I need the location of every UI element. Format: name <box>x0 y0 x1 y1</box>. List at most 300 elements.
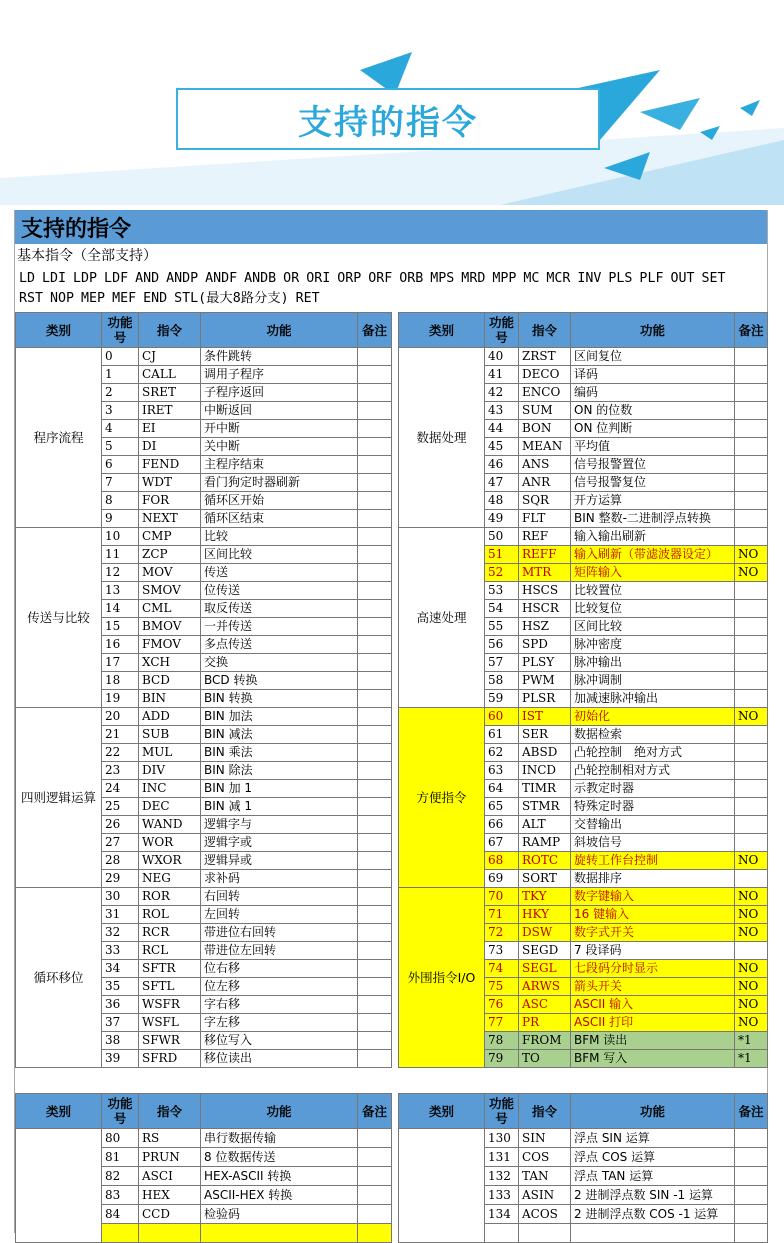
function-number-cell: 58 <box>485 672 519 690</box>
function-number-cell: 40 <box>485 348 519 366</box>
table-row <box>399 528 768 546</box>
note-cell <box>358 492 392 510</box>
function-cell: 逻辑异或 <box>201 852 358 870</box>
instruction-cell: WOR <box>139 834 201 852</box>
function-cell: 8 位数据传送 <box>201 1148 358 1167</box>
table-row <box>399 1129 768 1148</box>
function-cell: 加减速脉冲输出 <box>571 690 735 708</box>
note-cell <box>358 366 392 384</box>
function-number-cell <box>485 1224 519 1243</box>
instruction-cell: ACOS <box>519 1205 571 1224</box>
note-cell <box>735 1148 768 1167</box>
function-number-cell: 65 <box>485 798 519 816</box>
banner-title-box <box>176 88 600 150</box>
header-instruction: 指令 <box>519 313 571 348</box>
category-cell: 循环移位 <box>16 888 102 1068</box>
function-number-cell: 21 <box>102 726 139 744</box>
table-row <box>16 888 392 906</box>
note-cell <box>358 996 392 1014</box>
header-instruction: 指令 <box>139 1094 201 1129</box>
function-cell: BIN 减法 <box>201 726 358 744</box>
note-cell <box>358 402 392 420</box>
function-number-cell: 51 <box>485 546 519 564</box>
function-cell: 位左移 <box>201 978 358 996</box>
function-cell: 七段码分时显示 <box>571 960 735 978</box>
instruction-cell: TO <box>519 1050 571 1068</box>
function-number-cell: 70 <box>485 888 519 906</box>
function-cell: 示教定时器 <box>571 780 735 798</box>
function-cell: 循环区结束 <box>201 510 358 528</box>
category-cell: 传送与比较 <box>16 528 102 708</box>
header-function: 功能 <box>571 313 735 348</box>
function-number-cell: 67 <box>485 834 519 852</box>
instruction-cell: DSW <box>519 924 571 942</box>
function-number-cell: 55 <box>485 618 519 636</box>
instruction-cell: IRET <box>139 402 201 420</box>
function-cell: 一并传送 <box>201 618 358 636</box>
function-number-cell: 31 <box>102 906 139 924</box>
function-cell: 浮点 COS 运算 <box>571 1148 735 1167</box>
function-number-cell: 132 <box>485 1167 519 1186</box>
header-category: 类别 <box>399 1094 485 1129</box>
function-number-cell: 32 <box>102 924 139 942</box>
instruction-cell: DECO <box>519 366 571 384</box>
instruction-cell: BIN <box>139 690 201 708</box>
function-number-cell: 56 <box>485 636 519 654</box>
function-cell: 循环区开始 <box>201 492 358 510</box>
instruction-cell: ROR <box>139 888 201 906</box>
function-cell: 开方运算 <box>571 492 735 510</box>
note-cell <box>358 1148 392 1167</box>
instruction-cell: REF <box>519 528 571 546</box>
instruction-cell: MUL <box>139 744 201 762</box>
instruction-cell: BMOV <box>139 618 201 636</box>
function-cell: 信号报警置位 <box>571 456 735 474</box>
instruction-cell: COS <box>519 1148 571 1167</box>
category-cell: 数据处理 <box>399 348 485 528</box>
instruction-cell: SUB <box>139 726 201 744</box>
instruction-cell: FEND <box>139 456 201 474</box>
header-function: 功能 <box>201 1094 358 1129</box>
function-cell: 数据检索 <box>571 726 735 744</box>
instruction-cell: ZCP <box>139 546 201 564</box>
note-cell: NO <box>735 978 768 996</box>
function-number-cell: 18 <box>102 672 139 690</box>
function-number-cell: 44 <box>485 420 519 438</box>
function-cell: 斜坡信号 <box>571 834 735 852</box>
function-cell: BFM 写入 <box>571 1050 735 1068</box>
note-cell <box>735 816 768 834</box>
note-cell <box>358 726 392 744</box>
note-cell: NO <box>735 906 768 924</box>
instruction-cell: SEGL <box>519 960 571 978</box>
function-number-cell: 75 <box>485 978 519 996</box>
function-number-cell: 30 <box>102 888 139 906</box>
instruction-cell: DEC <box>139 798 201 816</box>
instruction-cell: NEXT <box>139 510 201 528</box>
function-number-cell: 16 <box>102 636 139 654</box>
instruction-cell: HSCR <box>519 600 571 618</box>
note-cell <box>358 816 392 834</box>
instruction-cell: PLSR <box>519 690 571 708</box>
instruction-cell: WDT <box>139 474 201 492</box>
function-number-cell: 52 <box>485 564 519 582</box>
instruction-cell: SEGD <box>519 942 571 960</box>
note-cell <box>358 690 392 708</box>
function-number-cell: 28 <box>102 852 139 870</box>
function-cell: 编码 <box>571 384 735 402</box>
note-cell <box>735 834 768 852</box>
function-cell: 带进位左回转 <box>201 942 358 960</box>
function-cell: BIN 整数-二进制浮点转换 <box>571 510 735 528</box>
function-number-cell: 33 <box>102 942 139 960</box>
table-row <box>16 708 392 726</box>
instruction-cell: FLT <box>519 510 571 528</box>
header-category: 类别 <box>16 1094 102 1129</box>
function-number-cell: 17 <box>102 654 139 672</box>
note-cell <box>358 1014 392 1032</box>
header-instruction: 指令 <box>519 1094 571 1129</box>
function-cell: 字左移 <box>201 1014 358 1032</box>
function-cell: ON 位判断 <box>571 420 735 438</box>
instruction-cell: CML <box>139 600 201 618</box>
instruction-cell: TKY <box>519 888 571 906</box>
function-number-cell: 13 <box>102 582 139 600</box>
function-cell: 比较置位 <box>571 582 735 600</box>
function-number-cell: 84 <box>102 1205 139 1224</box>
instruction-cell: EI <box>139 420 201 438</box>
function-number-cell: 79 <box>485 1050 519 1068</box>
function-number-cell: 49 <box>485 510 519 528</box>
instruction-cell: HSZ <box>519 618 571 636</box>
function-number-cell: 45 <box>485 438 519 456</box>
instruction-cell: WXOR <box>139 852 201 870</box>
category-cell: 程序流程 <box>16 348 102 528</box>
note-cell <box>358 1032 392 1050</box>
note-cell <box>358 600 392 618</box>
note-cell: NO <box>735 924 768 942</box>
function-cell: BIN 转换 <box>201 690 358 708</box>
function-number-cell: 53 <box>485 582 519 600</box>
note-cell <box>735 1129 768 1148</box>
table-left-2 <box>15 1093 392 1243</box>
instruction-cell: ANS <box>519 456 571 474</box>
function-number-cell: 130 <box>485 1129 519 1148</box>
function-number-cell: 38 <box>102 1032 139 1050</box>
instruction-cell: SMOV <box>139 582 201 600</box>
header-note: 备注 <box>735 313 768 348</box>
note-cell: *1 <box>735 1032 768 1050</box>
function-number-cell: 63 <box>485 762 519 780</box>
instruction-cell: FROM <box>519 1032 571 1050</box>
function-cell: 16 键输入 <box>571 906 735 924</box>
function-number-cell: 78 <box>485 1032 519 1050</box>
function-cell: BIN 加 1 <box>201 780 358 798</box>
function-cell: 2 进制浮点数 COS -1 运算 <box>571 1205 735 1224</box>
instruction-cell: SRET <box>139 384 201 402</box>
function-cell: 主程序结束 <box>201 456 358 474</box>
function-number-cell: 8 <box>102 492 139 510</box>
header-note: 备注 <box>358 313 392 348</box>
function-number-cell: 3 <box>102 402 139 420</box>
note-cell <box>358 960 392 978</box>
function-cell: 移位写入 <box>201 1032 358 1050</box>
function-cell: 右回转 <box>201 888 358 906</box>
instruction-cell: XCH <box>139 654 201 672</box>
note-cell <box>735 762 768 780</box>
function-cell: 求补码 <box>201 870 358 888</box>
function-number-cell: 15 <box>102 618 139 636</box>
function-cell: 条件跳转 <box>201 348 358 366</box>
function-number-cell: 37 <box>102 1014 139 1032</box>
function-number-cell: 7 <box>102 474 139 492</box>
function-cell: ON 的位数 <box>571 402 735 420</box>
header-note: 备注 <box>358 1094 392 1129</box>
header-function-number: 功能号 <box>102 313 139 348</box>
instruction-cell: DIV <box>139 762 201 780</box>
function-cell: 检验码 <box>201 1205 358 1224</box>
function-cell: BIN 除法 <box>201 762 358 780</box>
note-cell <box>358 870 392 888</box>
function-number-cell: 27 <box>102 834 139 852</box>
function-number-cell: 59 <box>485 690 519 708</box>
function-number-cell: 12 <box>102 564 139 582</box>
function-cell: 中断返回 <box>201 402 358 420</box>
instruction-cell: MEAN <box>519 438 571 456</box>
note-cell <box>358 744 392 762</box>
instruction-cell: REFF <box>519 546 571 564</box>
header-function: 功能 <box>201 313 358 348</box>
note-cell <box>358 510 392 528</box>
category-cell <box>399 1129 485 1243</box>
note-cell <box>358 1129 392 1148</box>
header-category: 类别 <box>399 313 485 348</box>
instruction-cell: BCD <box>139 672 201 690</box>
function-number-cell: 48 <box>485 492 519 510</box>
instruction-cell: TAN <box>519 1167 571 1186</box>
function-number-cell: 81 <box>102 1148 139 1167</box>
instruction-cell: SIN <box>519 1129 571 1148</box>
function-number-cell: 22 <box>102 744 139 762</box>
function-cell: 区间比较 <box>201 546 358 564</box>
note-cell <box>358 636 392 654</box>
table-header-row <box>399 1094 768 1129</box>
function-cell: 浮点 SIN 运算 <box>571 1129 735 1148</box>
instruction-cell: ZRST <box>519 348 571 366</box>
note-cell <box>358 474 392 492</box>
note-cell <box>358 978 392 996</box>
function-number-cell: 69 <box>485 870 519 888</box>
basic-heading: 基本指令（全部支持） <box>17 248 157 264</box>
basic-instructions <box>19 269 763 309</box>
function-cell: 关中断 <box>201 438 358 456</box>
function-number-cell <box>102 1224 139 1243</box>
note-cell <box>358 546 392 564</box>
function-number-cell: 42 <box>485 384 519 402</box>
note-cell <box>358 762 392 780</box>
function-cell: ASCII 输入 <box>571 996 735 1014</box>
instruction-cell: RS <box>139 1129 201 1148</box>
function-cell: 2 进制浮点数 SIN -1 运算 <box>571 1186 735 1205</box>
function-number-cell: 71 <box>485 906 519 924</box>
instruction-cell: PWM <box>519 672 571 690</box>
function-cell: 逻辑字或 <box>201 834 358 852</box>
function-cell: 译码 <box>571 366 735 384</box>
category-cell: 方便指令 <box>399 708 485 888</box>
function-cell: 移位读出 <box>201 1050 358 1068</box>
note-cell <box>735 582 768 600</box>
function-cell: 区间复位 <box>571 348 735 366</box>
instruction-cell: CMP <box>139 528 201 546</box>
note-cell <box>358 852 392 870</box>
note-cell <box>358 654 392 672</box>
table-header-row <box>16 1094 392 1129</box>
note-cell <box>735 492 768 510</box>
sheet-title: 支持的指令 <box>21 216 132 242</box>
instruction-cell: INC <box>139 780 201 798</box>
instruction-cell: PLSY <box>519 654 571 672</box>
function-number-cell: 25 <box>102 798 139 816</box>
note-cell <box>735 942 768 960</box>
instruction-cell: BON <box>519 420 571 438</box>
function-cell: 调用子程序 <box>201 366 358 384</box>
note-cell: NO <box>735 852 768 870</box>
instruction-cell: STMR <box>519 798 571 816</box>
note-cell <box>358 780 392 798</box>
instruction-cell: WSFR <box>139 996 201 1014</box>
function-cell: 左回转 <box>201 906 358 924</box>
table-right <box>398 312 768 1068</box>
instruction-cell: SORT <box>519 870 571 888</box>
note-cell <box>735 600 768 618</box>
function-cell: 比较复位 <box>571 600 735 618</box>
function-number-cell: 26 <box>102 816 139 834</box>
function-cell: 信号报警复位 <box>571 474 735 492</box>
function-cell: 交换 <box>201 654 358 672</box>
function-cell: 开中断 <box>201 420 358 438</box>
banner <box>0 0 784 205</box>
note-cell <box>358 708 392 726</box>
header-function: 功能 <box>571 1094 735 1129</box>
instruction-cell: ASC <box>519 996 571 1014</box>
instruction-cell: HSCS <box>519 582 571 600</box>
function-number-cell: 131 <box>485 1148 519 1167</box>
note-cell <box>358 798 392 816</box>
function-cell <box>571 1224 735 1243</box>
note-cell <box>735 384 768 402</box>
function-number-cell: 77 <box>485 1014 519 1032</box>
instruction-cell: MOV <box>139 564 201 582</box>
instruction-cell: SER <box>519 726 571 744</box>
note-cell <box>735 474 768 492</box>
function-cell: 数字键输入 <box>571 888 735 906</box>
function-number-cell: 57 <box>485 654 519 672</box>
function-cell: 带进位右回转 <box>201 924 358 942</box>
function-cell: 交替输出 <box>571 816 735 834</box>
instruction-cell: RAMP <box>519 834 571 852</box>
instruction-cell: CJ <box>139 348 201 366</box>
function-cell: 7 段译码 <box>571 942 735 960</box>
function-number-cell: 0 <box>102 348 139 366</box>
function-number-cell: 1 <box>102 366 139 384</box>
function-cell: 传送 <box>201 564 358 582</box>
basic-line-1: LD LDI LDP LDF AND ANDP ANDF ANDB OR ORI ORP ORF ORB MPS MRD MPP MC MCR INV PLS PLF OUT SET <box>19 271 726 286</box>
instruction-cell: ENCO <box>519 384 571 402</box>
note-cell <box>735 726 768 744</box>
function-cell: 旋转工作台控制 <box>571 852 735 870</box>
function-number-cell: 20 <box>102 708 139 726</box>
header-category: 类别 <box>16 313 102 348</box>
note-cell <box>735 798 768 816</box>
function-cell: 浮点 TAN 运算 <box>571 1167 735 1186</box>
instruction-cell: IST <box>519 708 571 726</box>
function-cell: 串行数据传输 <box>201 1129 358 1148</box>
function-cell: 区间比较 <box>571 618 735 636</box>
function-number-cell: 35 <box>102 978 139 996</box>
category-cell: 外围指令I/O <box>399 888 485 1068</box>
function-cell: 字右移 <box>201 996 358 1014</box>
function-cell: 凸轮控制 绝对方式 <box>571 744 735 762</box>
instruction-cell: ABSD <box>519 744 571 762</box>
function-cell: 看门狗定时器刷新 <box>201 474 358 492</box>
table-row <box>16 348 392 366</box>
note-cell: NO <box>735 888 768 906</box>
note-cell: NO <box>735 960 768 978</box>
note-cell <box>735 654 768 672</box>
table-left <box>15 312 392 1068</box>
function-number-cell: 24 <box>102 780 139 798</box>
instruction-cell: CCD <box>139 1205 201 1224</box>
function-number-cell: 2 <box>102 384 139 402</box>
note-cell <box>358 942 392 960</box>
note-cell <box>735 618 768 636</box>
function-cell: 取反传送 <box>201 600 358 618</box>
function-number-cell: 64 <box>485 780 519 798</box>
note-cell <box>735 456 768 474</box>
function-number-cell: 41 <box>485 366 519 384</box>
function-cell: BFM 读出 <box>571 1032 735 1050</box>
instruction-cell: NEG <box>139 870 201 888</box>
note-cell <box>735 870 768 888</box>
note-cell <box>358 1186 392 1205</box>
note-cell: NO <box>735 546 768 564</box>
table-row <box>16 1129 392 1148</box>
instruction-cell: WSFL <box>139 1014 201 1032</box>
function-number-cell: 134 <box>485 1205 519 1224</box>
note-cell <box>358 1167 392 1186</box>
note-cell <box>358 528 392 546</box>
function-cell: ASCII 打印 <box>571 1014 735 1032</box>
function-number-cell: 34 <box>102 960 139 978</box>
category-cell: 高速处理 <box>399 528 485 708</box>
basic-line-2: RST NOP MEP MEF END STL(最大8路分支) RET <box>19 291 320 306</box>
instruction-cell: PRUN <box>139 1148 201 1167</box>
note-cell <box>358 438 392 456</box>
note-cell <box>358 906 392 924</box>
note-cell: NO <box>735 564 768 582</box>
function-cell: BIN 减 1 <box>201 798 358 816</box>
note-cell <box>358 420 392 438</box>
function-number-cell: 11 <box>102 546 139 564</box>
instruction-cell: ARWS <box>519 978 571 996</box>
header-function-number: 功能号 <box>485 313 519 348</box>
function-number-cell: 23 <box>102 762 139 780</box>
function-cell: 数据排序 <box>571 870 735 888</box>
table-right-2 <box>398 1093 768 1243</box>
note-cell: NO <box>735 708 768 726</box>
instruction-cell: RCR <box>139 924 201 942</box>
function-cell: 输入刷新（带滤波器设定） <box>571 546 735 564</box>
